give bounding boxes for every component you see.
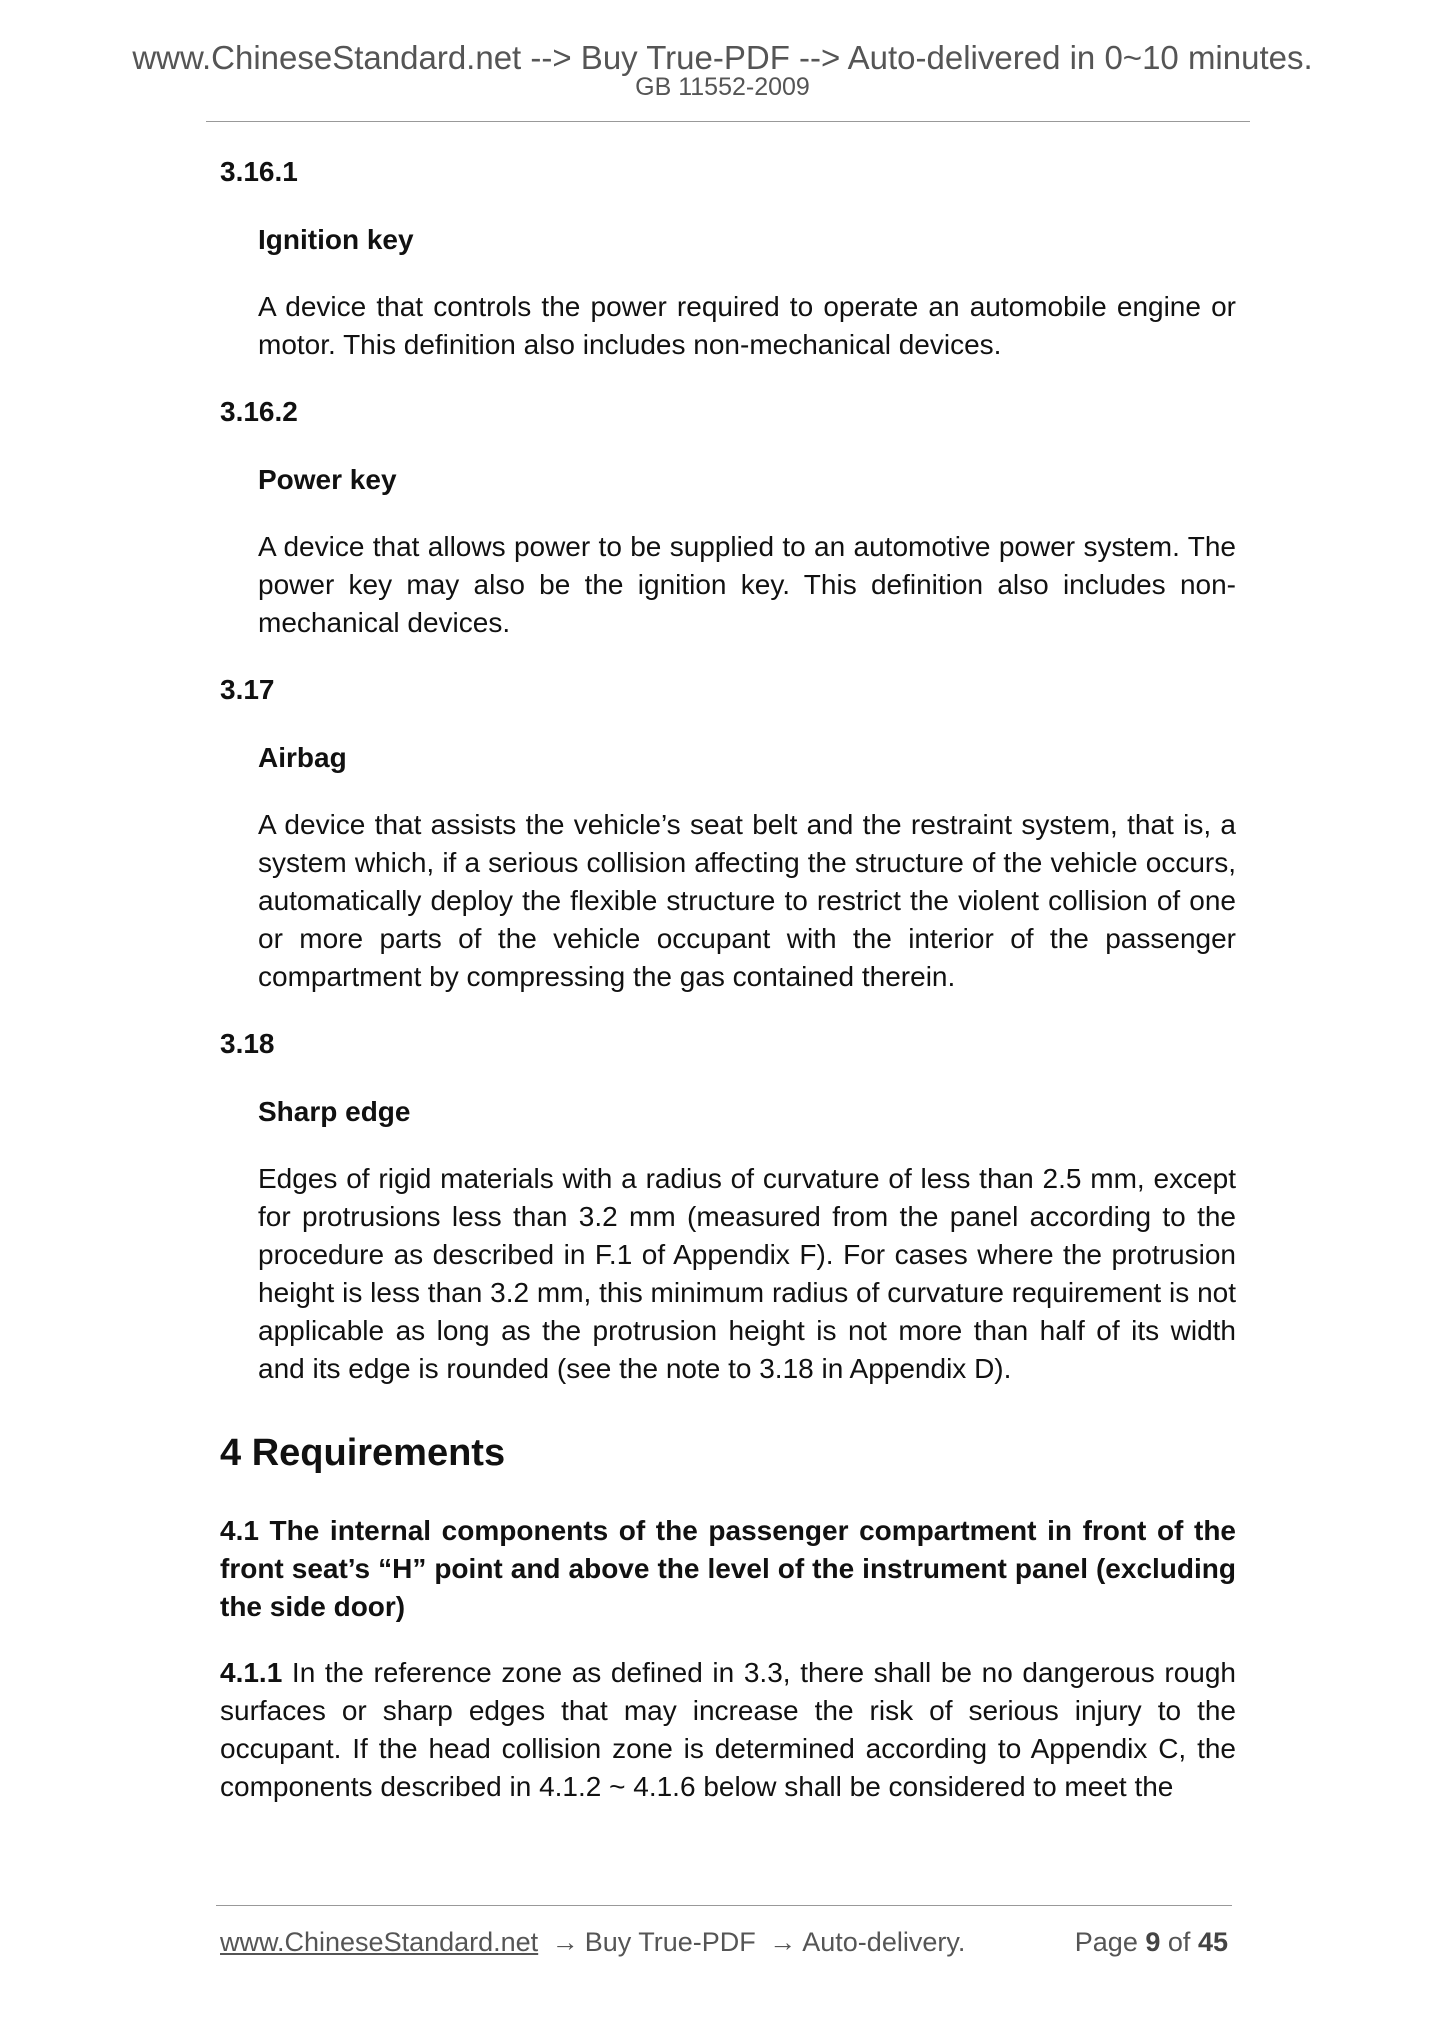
clause-number: 3.16.1: [220, 156, 298, 187]
page-indicator: [1075, 1924, 1228, 1960]
header-banner: www.ChineseStandard.net --> Buy True-PDF --> Auto-delivered in 0~10 minutes.: [132, 39, 1313, 76]
term-title: Ignition key: [258, 224, 414, 255]
chapter-heading: 4 Requirements: [220, 1432, 506, 1474]
clause-3-16-2: [220, 392, 1236, 642]
term-definition: A device that allows power to be supplied to an automotive power system. The power key may also be the ignition key. This definition also includes non-mechanical devices.: [258, 531, 1236, 638]
paragraph-text: In the reference zone as defined in 3.3, there shall be no dangerous rough surfaces or sharp edges that may increase the risk of serious injury to the occupant. If the head collision zone is determined according to Appendix C, the components described in 4.1.2 ~ 4.1.6 below shall be considered to meet the: [220, 1657, 1236, 1802]
standard-code: GB 11552-2009: [635, 73, 810, 101]
clause-number: 3.17: [220, 674, 275, 705]
footer-divider: [216, 1905, 1232, 1906]
page-label: Page: [1074, 1927, 1138, 1957]
total-pages: 45: [1197, 1927, 1228, 1957]
clause-3-18: [220, 1024, 1236, 1388]
term-definition: A device that controls the power required to operate an automobile engine or motor. This definition also includes non-mechanical devices.: [258, 291, 1236, 360]
term-title: Airbag: [258, 742, 347, 773]
term-definition: A device that assists the vehicle’s seat belt and the restraint system, that is, a system which, if a serious collision affecting the structure of the vehicle occurs, automatically deploy the flexible structure to restrict the violent collision of one or more parts of the vehicle occupant with the interior of the passenger compartment by compressing the gas contained therein.: [258, 809, 1236, 992]
arrow-right-icon: →: [551, 1927, 579, 1957]
arrow-right-icon: →: [769, 1927, 797, 1957]
page-footer: [220, 1924, 1228, 1960]
paragraph-number: 4.1.1: [220, 1657, 283, 1688]
clause-3-17: [220, 670, 1236, 996]
of-label: of: [1167, 1927, 1191, 1957]
clause-number: 3.16.2: [220, 396, 298, 427]
term-title: Sharp edge: [258, 1096, 411, 1127]
paragraph-4-1-1: [220, 1654, 1236, 1806]
term-title: Power key: [258, 464, 397, 495]
section-heading-4-1: 4.1 The internal components of the passenger compartment in front of the front seat’s “H” point and above the level of the instrument panel (excluding the side door): [220, 1515, 1236, 1622]
page-number: 9: [1145, 1927, 1161, 1957]
clause-number: 3.18: [220, 1028, 275, 1059]
footer-buy-text: Buy True-PDF: [584, 1927, 756, 1957]
footer-delivery-text: Auto-delivery.: [802, 1927, 966, 1957]
document-body: [220, 152, 1236, 1806]
term-definition: Edges of rigid materials with a radius of curvature of less than 2.5 mm, except for protrusions less than 3.2 mm (measured from the panel according to the procedure as described in F.1 of Appendix F). For cases where the protrusion height is less than 3.2 mm, this minimum radius of curvature requirement is not applicable as long as the protrusion height is not more than half of its width and its edge is rounded (see the note to 3.18 in Appendix D).: [258, 1163, 1236, 1384]
header-divider: [206, 121, 1250, 122]
clause-3-16-1: [220, 152, 1236, 364]
footer-site-link[interactable]: www.ChineseStandard.net: [220, 1927, 539, 1957]
